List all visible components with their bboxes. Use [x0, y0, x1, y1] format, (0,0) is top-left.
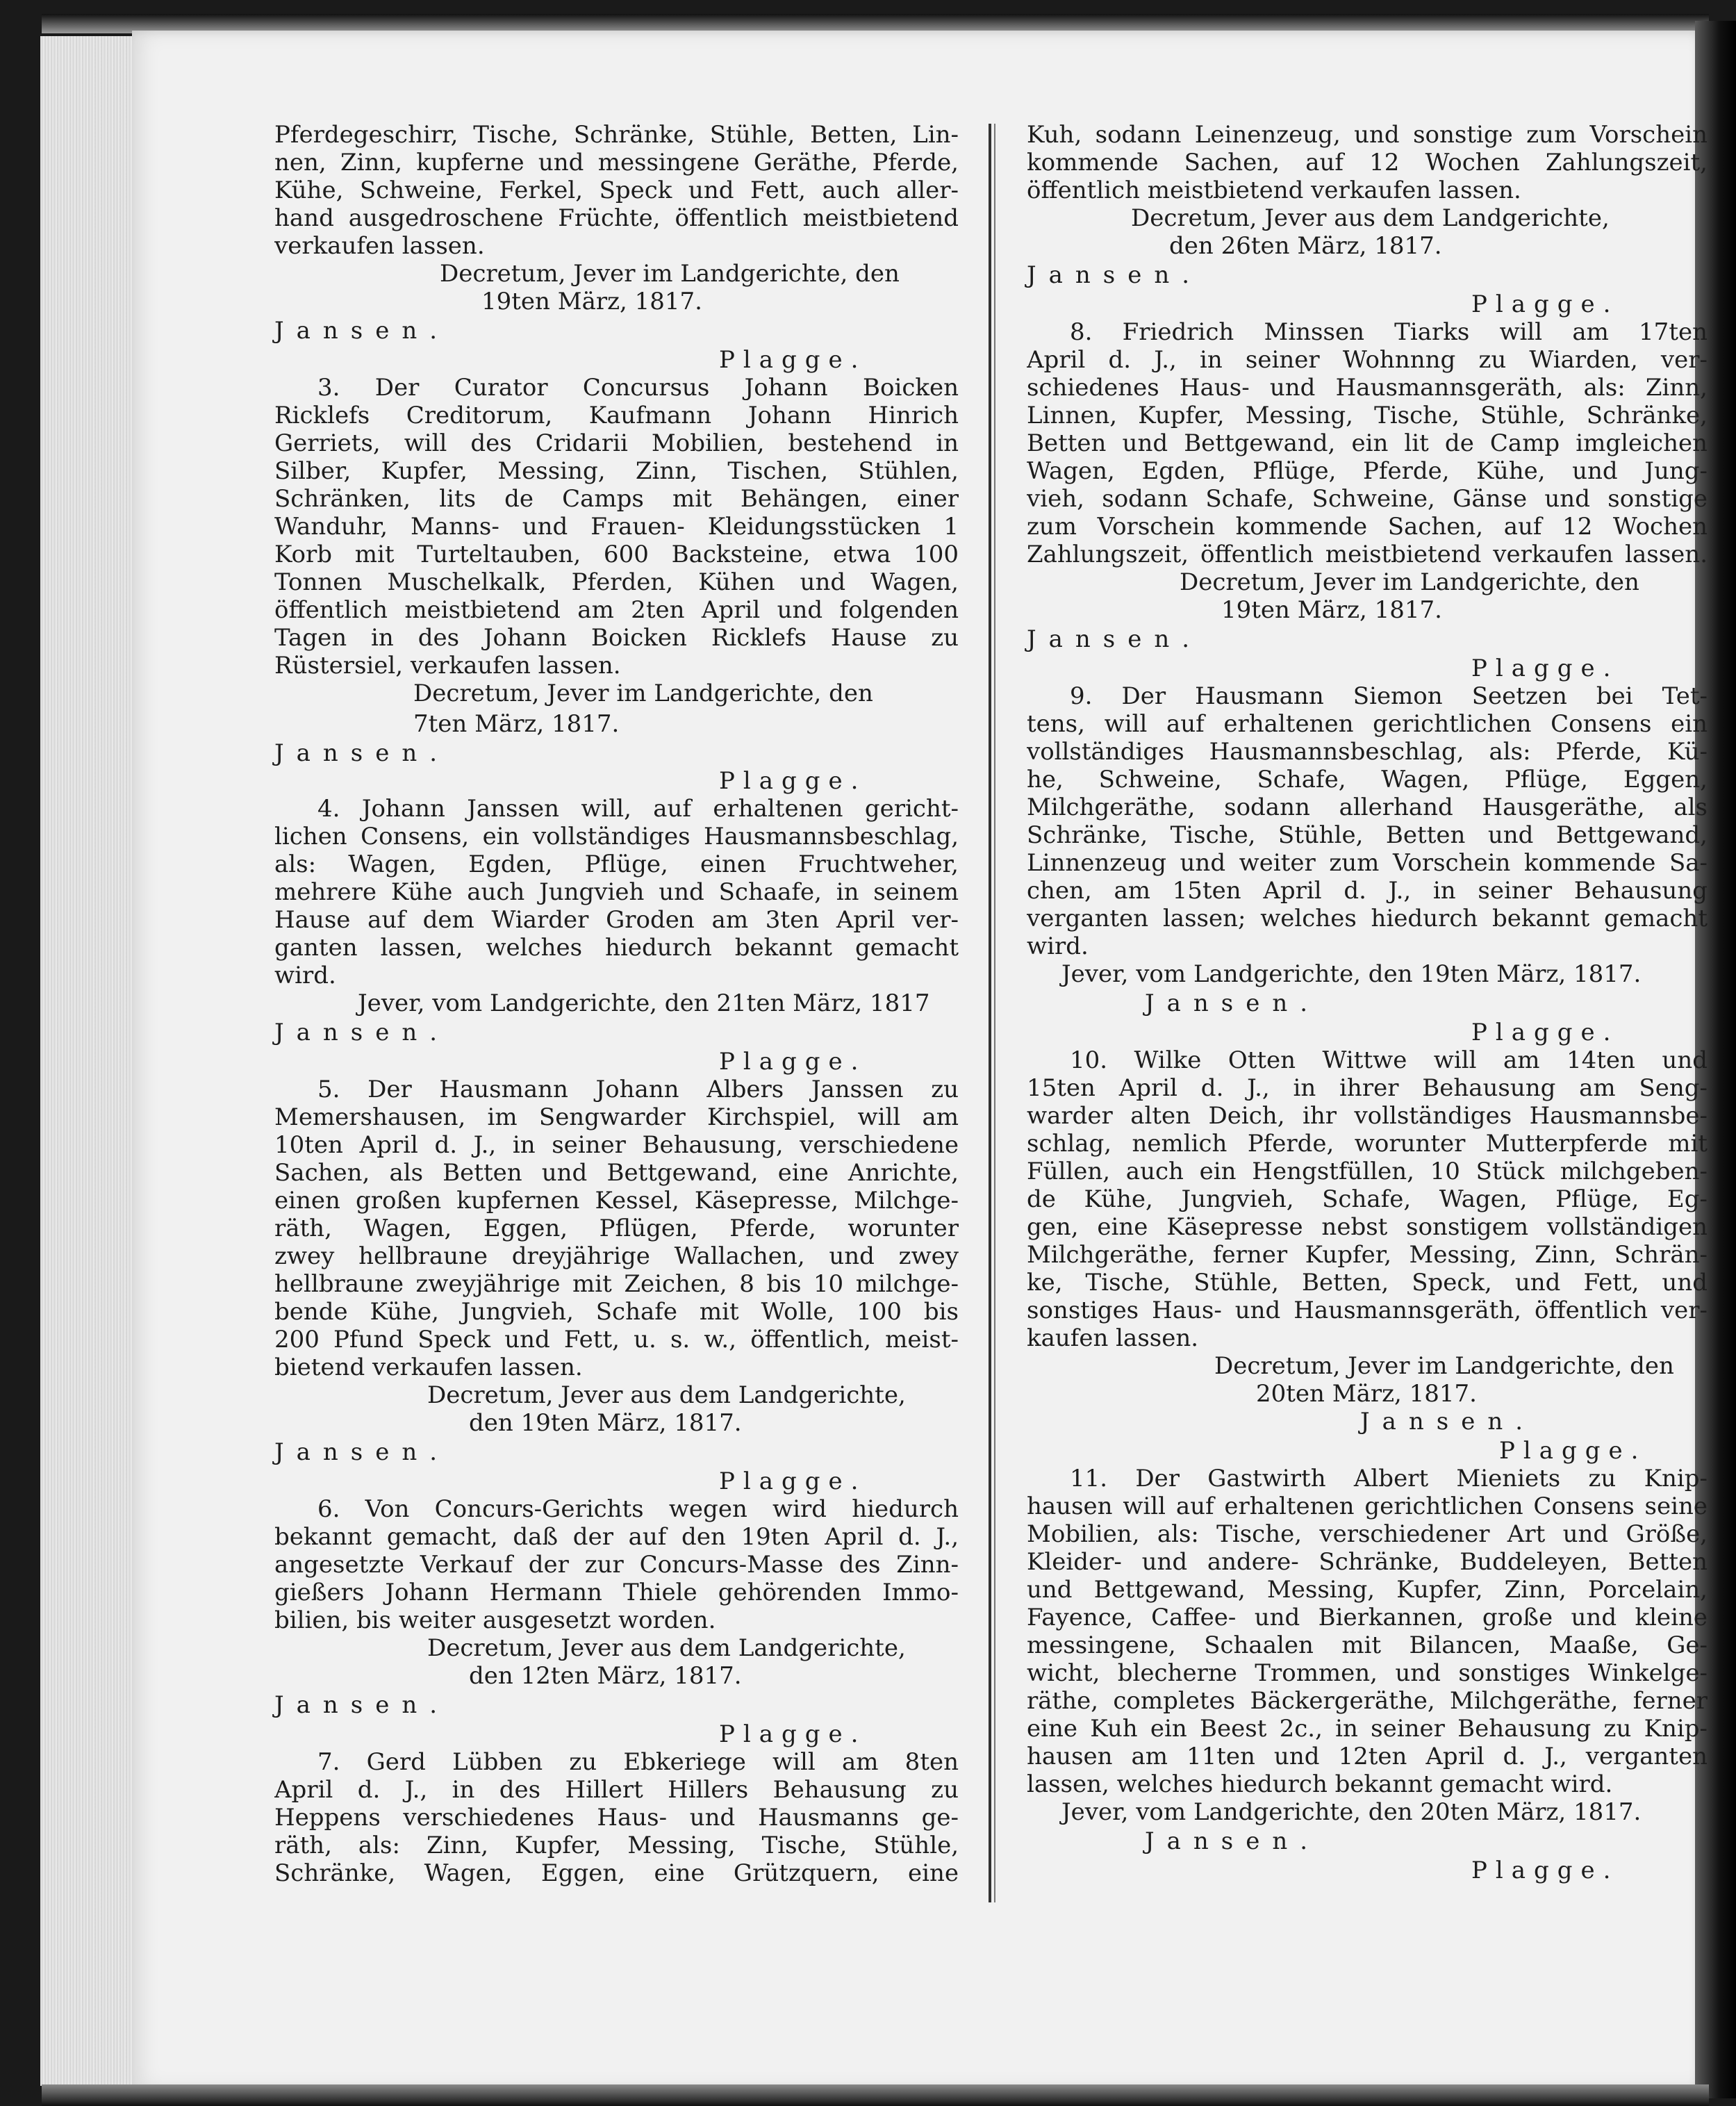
text-line: [274, 484, 959, 514]
text-line: [1027, 372, 1708, 403]
text-line-content: räth, als: Zinn, Kupfer, Messing, Tische, Stühle,: [274, 1832, 959, 1859]
signature-plagge: Plagge.: [719, 346, 867, 374]
text-line-content: verganten lassen; welches hiedurch bekannt gemacht: [1027, 905, 1708, 932]
text-line: [1027, 1295, 1708, 1326]
text-line-content: ganten lassen, welches hiedurch bekannt gemacht: [274, 934, 959, 962]
signature-plagge: Plagge.: [1471, 1019, 1619, 1046]
text-line: [1027, 903, 1708, 934]
text-line: [274, 932, 959, 963]
text-line-content: Zahlungszeit, öffentlich meistbietend verkaufen lassen.: [1027, 541, 1708, 568]
signature-plagge: Plagge.: [719, 1048, 867, 1076]
text-line-content: 3. Der Curator Concursus Johann Boicken: [317, 374, 959, 402]
signature-plagge: Plagge.: [719, 1720, 867, 1748]
text-line-content: Hause auf dem Wiarder Groden am 3ten April ver-: [274, 906, 959, 934]
text-line: [274, 905, 959, 935]
text-line-content: wicht, blecherne Trommen, und sonstiges Winkelge-: [1027, 1659, 1708, 1687]
text-line: [1027, 400, 1708, 431]
text-line-content: 15ten April d. J., in ihrer Behausung am Seng-: [1027, 1074, 1708, 1102]
text-line: [1027, 539, 1708, 570]
text-line: [1027, 120, 1708, 150]
paragraph-first-line: [274, 1074, 959, 1105]
paragraph-first-line: [274, 1747, 959, 1777]
text-line: [274, 511, 959, 542]
signature-jansen: Jansen.: [274, 1019, 450, 1046]
text-line-content: und Bettgewand, Messing, Kupfer, Zinn, Porcelain,: [1027, 1576, 1708, 1604]
text-line: [274, 567, 959, 598]
text-line: [1027, 1240, 1708, 1270]
text-line: [274, 428, 959, 459]
paragraph-first-line: [274, 793, 959, 824]
text-line-content: 10ten April d. J., in seiner Behausung, verschiedene: [274, 1131, 959, 1159]
text-line: [274, 1352, 959, 1383]
text-line-content: Korb mit Turteltauben, 600 Backsteine, etwa 100: [274, 541, 959, 568]
decretum-line: Decretum, Jever aus dem Landgerichte,: [1131, 204, 1610, 232]
text-line: [274, 1324, 959, 1355]
text-line-content: Wanduhr, Manns- und Frauen- Kleidungsstücken 1: [274, 513, 959, 541]
text-line: [1027, 175, 1708, 206]
text-line: [274, 175, 959, 206]
text-line-content: Kuh, sodann Leinenzeug, und sonstige zum Vorschein: [1027, 121, 1708, 149]
decretum-line: 19ten März, 1817.: [481, 288, 702, 315]
text-line-content: Schränke, Wagen, Eggen, eine Grützquern, eine: [274, 1859, 959, 1887]
text-line-content: verkaufen lassen.: [274, 232, 485, 260]
column-divider-secondary: [994, 124, 995, 1902]
signature-plagge: Plagge.: [1499, 1437, 1647, 1465]
text-line-content: Füllen, auch ein Hengstfüllen, 10 Stück milchgeben-: [1027, 1158, 1708, 1185]
text-line: [1027, 511, 1708, 542]
text-line: [274, 1297, 959, 1327]
text-line-content: wird.: [1027, 932, 1089, 960]
decretum-line: Jever, vom Landgerichte, den 21ten März, 1817: [358, 989, 930, 1017]
book-bottom-edge: [42, 2084, 1709, 2106]
text-line: [274, 1241, 959, 1272]
text-line: [1027, 1212, 1708, 1242]
text-line-content: chen, am 15ten April d. J., in seiner Behausung: [1027, 877, 1708, 905]
decretum-line: Decretum, Jever im Landgerichte, den: [413, 680, 873, 707]
decretum-line: Jever, vom Landgerichte, den 20ten März, 1817.: [1061, 1798, 1642, 1826]
text-line: [274, 1158, 959, 1188]
text-line: [1027, 1713, 1708, 1744]
signature-plagge: Plagge.: [1471, 290, 1619, 318]
text-line-content: April d. J., in seiner Wohnnng zu Wiarden, ver-: [1027, 346, 1708, 374]
text-line-content: kommende Sachen, auf 12 Wochen Zahlungszeit,: [1027, 149, 1708, 176]
text-line-content: räth, Wagen, Eggen, Pflügen, Pferde, worunter: [274, 1215, 959, 1242]
signature-plagge: Plagge.: [719, 767, 867, 795]
decretum-line: 20ten März, 1817.: [1256, 1380, 1477, 1408]
text-line-content: bilien, bis weiter ausgesetzt worden.: [274, 1606, 716, 1634]
text-line-content: zwey hellbraune dreyjährige Wallachen, und zwey: [274, 1242, 959, 1270]
decretum-line: Decretum, Jever im Landgerichte, den: [1180, 568, 1639, 596]
text-line-content: wird.: [274, 962, 336, 989]
text-line-content: Gerriets, will des Cridarii Mobilien, bestehend in: [274, 429, 959, 457]
text-line: [274, 1549, 959, 1580]
text-line-content: Wagen, Egden, Pflüge, Pferde, Kühe, und Jung-: [1027, 457, 1708, 485]
signature-jansen: Jansen.: [274, 1691, 450, 1719]
text-line-content: 4. Johann Janssen will, auf erhaltenen gericht-: [317, 795, 959, 823]
text-line-content: Heppens verschiedenes Haus- und Hausmanns ge-: [274, 1804, 959, 1832]
text-line: [274, 1775, 959, 1805]
decretum-line: Decretum, Jever im Landgerichte, den: [440, 260, 900, 288]
text-line: [274, 960, 959, 991]
text-line: [274, 1522, 959, 1552]
text-line-content: 6. Von Concurs-Gerichts wegen wird hiedurch: [317, 1495, 959, 1523]
text-line-content: Memershausen, im Sengwarder Kirchspiel, will am: [274, 1103, 959, 1131]
text-line-content: räthe, completes Bäckergeräthe, Milchgeräthe, ferner: [1027, 1687, 1708, 1715]
paragraph-first-line: [1027, 681, 1708, 711]
text-line-content: hand ausgedroschene Früchte, öffentlich meistbietend: [274, 204, 959, 232]
decretum-line: den 19ten März, 1817.: [469, 1409, 742, 1437]
text-line: [274, 1130, 959, 1160]
text-line: [1027, 875, 1708, 906]
text-line: [274, 1830, 959, 1861]
text-line: [1027, 1574, 1708, 1605]
text-line-content: schlag, nemlich Pferde, worunter Mutterpferde mit: [1027, 1130, 1708, 1158]
text-line: [274, 1213, 959, 1244]
text-line-content: 9. Der Hausmann Siemon Seetzen bei Tet-: [1070, 682, 1708, 710]
text-line: [274, 1102, 959, 1133]
text-line: [1027, 709, 1708, 739]
text-line-content: als: Wagen, Egden, Pflüge, einen Fruchtweher,: [274, 850, 959, 878]
text-line-content: gießers Johann Hermann Thiele gehörenden Immo-: [274, 1579, 959, 1606]
signature-plagge: Plagge.: [719, 1467, 867, 1495]
text-line-content: Milchgeräthe, sodann allerhand Hausgeräthe, als: [1027, 793, 1708, 821]
text-line-content: Tagen in des Johann Boicken Ricklefs Hause zu: [274, 624, 959, 652]
text-line-content: de Kühe, Jungvieh, Schafe, Wagen, Pflüge, Eg-: [1027, 1185, 1708, 1213]
text-line: [274, 231, 959, 261]
signature-jansen: Jansen.: [1145, 1827, 1321, 1855]
text-line: [1027, 792, 1708, 823]
decretum-line: Decretum, Jever im Landgerichte, den: [1214, 1352, 1674, 1380]
text-line: [274, 1185, 959, 1216]
page-stack-edge: [40, 36, 146, 2086]
text-line-content: öffentlich meistbietend am 2ten April und folgenden: [274, 596, 959, 624]
text-line-content: hellbraune zweyjährige mit Zeichen, 8 bis 10 milchge-: [274, 1270, 959, 1298]
text-line-content: 200 Pfund Speck und Fett, u. s. w., öffentlich, meist-: [274, 1326, 959, 1354]
text-line-content: Linnen, Kupfer, Messing, Tische, Stühle, Schränke,: [1027, 402, 1708, 429]
text-line: [1027, 737, 1708, 767]
signature-jansen: Jansen.: [1027, 261, 1202, 289]
decretum-line: 7ten März, 1817.: [413, 710, 620, 738]
text-line: [274, 1605, 959, 1636]
text-line: [1027, 1267, 1708, 1298]
text-line: [274, 456, 959, 486]
text-line-content: bietend verkaufen lassen.: [274, 1354, 583, 1381]
text-line: [1027, 1547, 1708, 1577]
column-divider: [989, 124, 991, 1902]
text-line-content: angesetzte Verkauf der zur Concurs-Masse des Zinn-: [274, 1551, 959, 1579]
decretum-line: den 12ten März, 1817.: [469, 1662, 742, 1690]
text-line-content: schiedenes Haus- und Hausmannsgeräth, als: Zinn,: [1027, 374, 1708, 402]
text-line-content: hausen am 11ten und 12ten April d. J., verganten: [1027, 1743, 1708, 1770]
text-line-content: 11. Der Gastwirth Albert Mieniets zu Knip-: [1070, 1465, 1708, 1492]
text-line-content: Linnenzeug und weiter zum Vorschein kommende Sa-: [1027, 849, 1708, 877]
signature-jansen: Jansen.: [274, 739, 450, 767]
text-line: [274, 147, 959, 178]
text-line: [274, 1858, 959, 1889]
paragraph-first-line: [1027, 317, 1708, 347]
paragraph-first-line: [274, 1494, 959, 1524]
text-line-content: öffentlich meistbietend verkaufen lassen.: [1027, 176, 1521, 204]
text-line-content: zum Vorschein kommende Sachen, auf 12 Wochen: [1027, 513, 1708, 541]
text-line: [274, 400, 959, 431]
text-line-content: lassen, welches hiedurch bekannt gemacht wird.: [1027, 1770, 1613, 1798]
signature-jansen: Jansen.: [1360, 1408, 1536, 1435]
text-line: [1027, 345, 1708, 375]
text-line: [1027, 1184, 1708, 1215]
signature-jansen: Jansen.: [274, 1438, 450, 1466]
text-line-content: lichen Consens, ein vollständiges Hausmannsbeschlag,: [274, 823, 959, 850]
text-line: [1027, 764, 1708, 795]
text-line: [1027, 1519, 1708, 1549]
text-line: [1027, 820, 1708, 850]
text-line: [274, 849, 959, 880]
text-line: [274, 650, 959, 681]
text-line: [274, 203, 959, 233]
decretum-line: den 26ten März, 1817.: [1169, 232, 1442, 260]
text-line-content: ke, Tische, Stühle, Betten, Speck, und Fett, und: [1027, 1269, 1708, 1297]
decretum-line: 19ten März, 1817.: [1221, 596, 1442, 624]
paragraph-first-line: [274, 372, 959, 403]
text-line: [274, 1269, 959, 1299]
signature-jansen: Jansen.: [1027, 625, 1202, 653]
text-line-content: mehrere Kühe auch Jungvieh und Schaafe, in seinem: [274, 878, 959, 906]
text-line-content: April d. J., in des Hillert Hillers Behausung zu: [274, 1776, 959, 1804]
text-line: [1027, 1769, 1708, 1800]
decretum-line: Decretum, Jever aus dem Landgerichte,: [427, 1381, 906, 1409]
text-line-content: Pferdegeschirr, Tische, Schränke, Stühle, Betten, Lin-: [274, 121, 959, 149]
text-line-content: warder alten Deich, ihr vollständiges Hausmannsbe-: [1027, 1102, 1708, 1130]
text-line: [274, 877, 959, 907]
text-line-content: Tonnen Muschelkalk, Pferden, Kühen und Wagen,: [274, 568, 959, 596]
signature-jansen: Jansen.: [274, 317, 450, 345]
text-line-content: bekannt gemacht, daß der auf den 19ten April d. J.,: [274, 1523, 959, 1551]
text-line-content: Kühe, Schweine, Ferkel, Speck und Fett, auch aller-: [274, 176, 959, 204]
text-line-content: Sachen, als Betten und Bettgewand, eine Anrichte,: [274, 1159, 959, 1187]
text-line-content: hausen will auf erhaltenen gerichtlichen Consens seine: [1027, 1492, 1708, 1520]
text-line: [1027, 1101, 1708, 1131]
text-line-content: 7. Gerd Lübben zu Ebkeriege will am 8ten: [317, 1748, 959, 1776]
text-line-content: Milchgeräthe, ferner Kupfer, Messing, Zinn, Schrän-: [1027, 1241, 1708, 1269]
text-line-content: 8. Friedrich Minssen Tiarks will am 17ten: [1070, 318, 1708, 346]
text-line-content: bende Kühe, Jungvieh, Schafe mit Wolle, 100 bis: [274, 1298, 959, 1326]
signature-plagge: Plagge.: [1471, 655, 1619, 682]
text-line: [1027, 1491, 1708, 1522]
text-line-content: tens, will auf erhaltenen gerichtlichen Consens ein: [1027, 710, 1708, 738]
text-line: [1027, 931, 1708, 962]
text-line-content: nen, Zinn, kupferne und messingene Geräthe, Pferde,: [274, 149, 959, 176]
text-line-content: sonstiges Haus- und Hausmannsgeräth, öffentlich ver-: [1027, 1297, 1708, 1324]
text-line: [1027, 1630, 1708, 1661]
text-line: [1027, 1073, 1708, 1103]
text-line: [1027, 484, 1708, 514]
text-line-content: 5. Der Hausmann Johann Albers Janssen zu: [317, 1076, 959, 1103]
text-line: [274, 623, 959, 653]
text-line: [274, 1577, 959, 1608]
text-line: [1027, 1602, 1708, 1633]
text-line-content: Schränke, Tische, Stühle, Betten und Bettgewand,: [1027, 821, 1708, 849]
text-line-content: Kleider- und andere- Schränke, Buddeleyen, Betten: [1027, 1548, 1708, 1576]
text-line-content: Betten und Bettgewand, ein lit de Camp imgleichen: [1027, 429, 1708, 457]
text-line: [1027, 1658, 1708, 1688]
text-line: [1027, 1686, 1708, 1716]
text-line: [274, 595, 959, 625]
text-line-content: Schränken, lits de Camps mit Behängen, einer: [274, 485, 959, 513]
paragraph-first-line: [1027, 1045, 1708, 1076]
text-line-content: vollständiges Hausmannsbeschlag, als: Pferde, Kü-: [1027, 738, 1708, 766]
text-line: [1027, 1323, 1708, 1354]
text-line-content: 10. Wilke Otten Wittwe will am 14ten und: [1070, 1046, 1708, 1074]
text-line-content: he, Schweine, Schafe, Wagen, Pflüge, Eggen,: [1027, 766, 1708, 793]
text-line: [1027, 1741, 1708, 1772]
text-line-content: eine Kuh ein Beest 2c., in seiner Behausung zu Knip-: [1027, 1715, 1708, 1743]
text-line: [274, 539, 959, 570]
text-line: [1027, 428, 1708, 459]
text-line: [1027, 456, 1708, 486]
decretum-line: Jever, vom Landgerichte, den 19ten März, 1817.: [1061, 960, 1642, 988]
text-line: [1027, 848, 1708, 878]
text-line: [1027, 147, 1708, 178]
text-line-content: einen großen kupfernen Kessel, Käsepresse, Milchge-: [274, 1187, 959, 1215]
text-line-content: Silber, Kupfer, Messing, Zinn, Tischen, Stühlen,: [274, 457, 959, 485]
text-line-content: Ricklefs Creditorum, Kaufmann Johann Hinrich: [274, 402, 959, 429]
signature-plagge: Plagge.: [1471, 1857, 1619, 1884]
signature-jansen: Jansen.: [1145, 989, 1321, 1017]
text-line-content: vieh, sodann Schafe, Schweine, Gänse und sonstige: [1027, 485, 1708, 513]
text-line-content: Mobilien, als: Tische, verschiedener Art und Größe,: [1027, 1520, 1708, 1548]
text-line: [274, 120, 959, 150]
paragraph-first-line: [1027, 1463, 1708, 1494]
text-line-content: messingene, Schaalen mit Bilancen, Maaße, Ge-: [1027, 1631, 1708, 1659]
text-line-content: gen, eine Käsepresse nebst sonstigem vollständigen: [1027, 1213, 1708, 1241]
text-line-content: Fayence, Caffee- und Bierkannen, große und kleine: [1027, 1604, 1708, 1631]
text-line: [1027, 1156, 1708, 1187]
text-line: [1027, 1128, 1708, 1159]
text-line: [274, 821, 959, 852]
text-line-content: Rüstersiel, verkaufen lassen.: [274, 652, 621, 680]
decretum-line: Decretum, Jever aus dem Landgerichte,: [427, 1634, 906, 1662]
text-line: [274, 1802, 959, 1833]
text-line-content: kaufen lassen.: [1027, 1324, 1199, 1352]
